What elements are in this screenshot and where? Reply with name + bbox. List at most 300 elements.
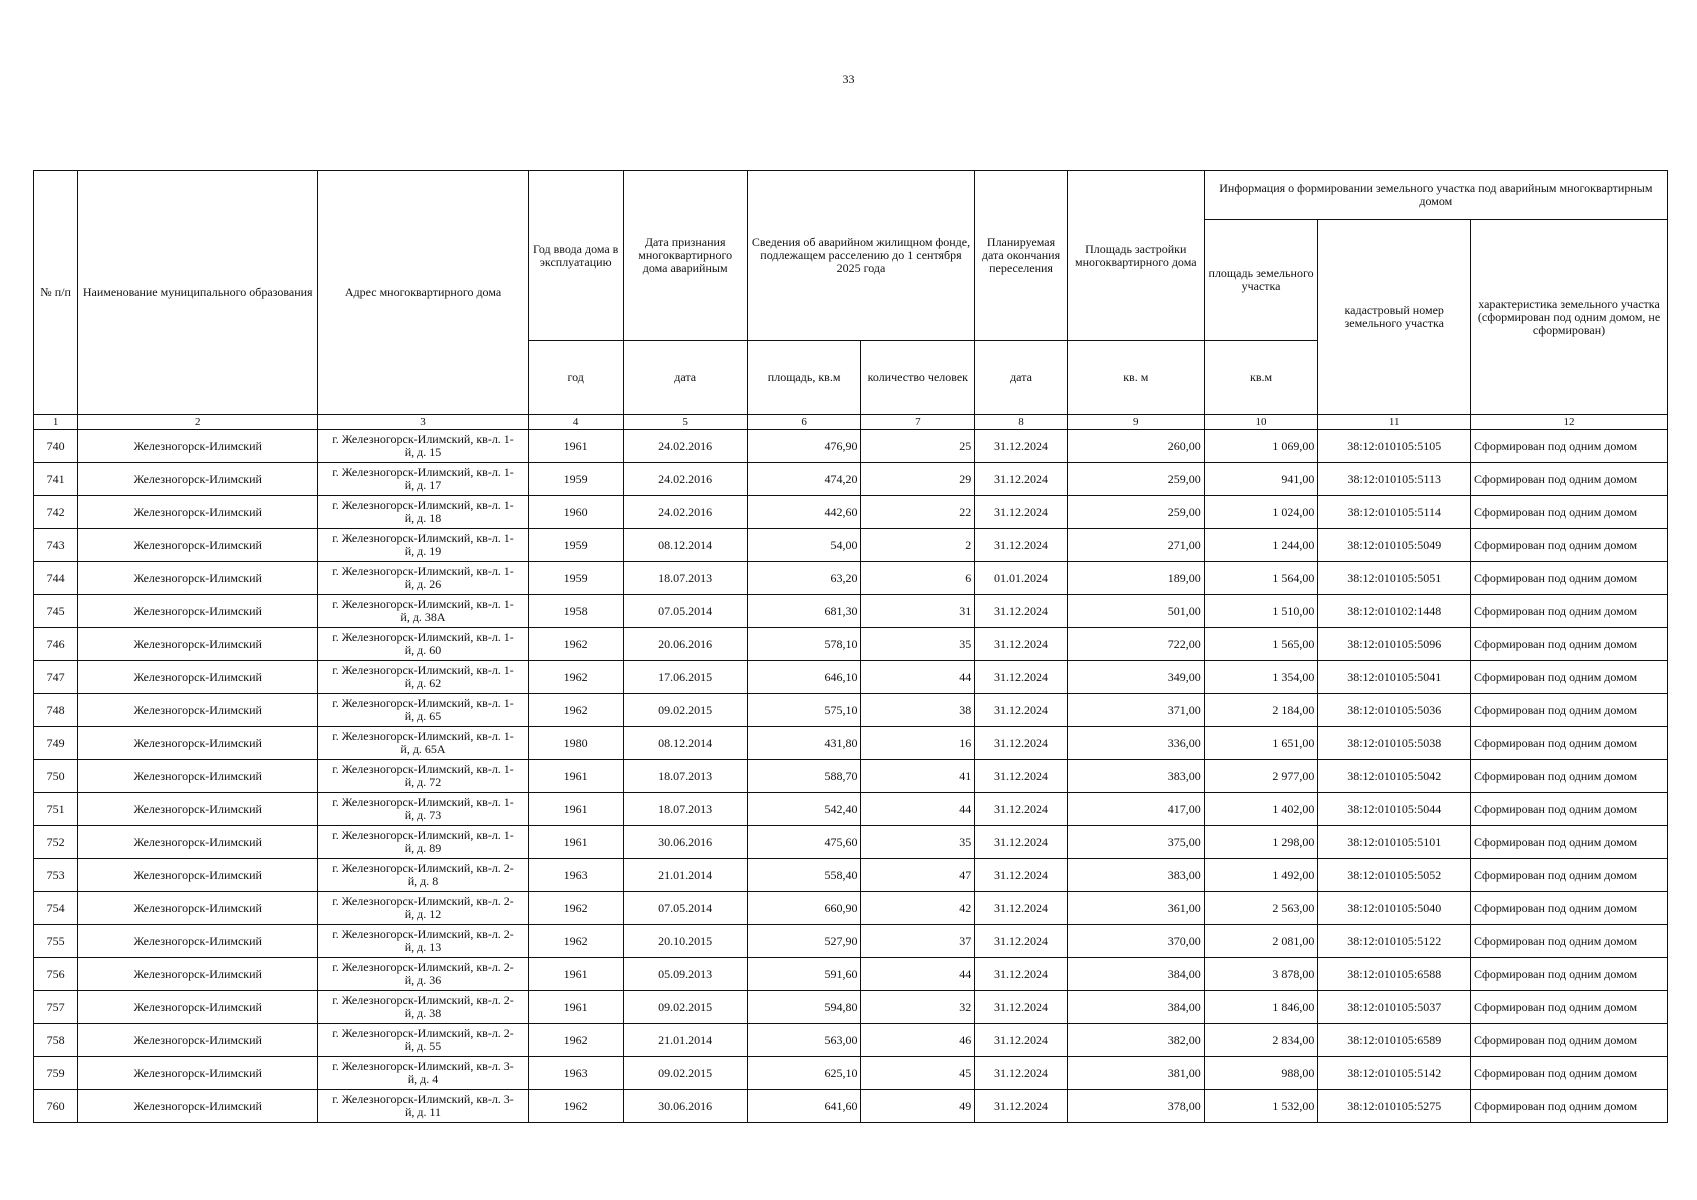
address-line-2: й, д. 36 xyxy=(404,973,442,987)
address-cell xyxy=(318,991,529,1024)
municipality-cell: Железногорск-Илимский xyxy=(78,1024,318,1057)
column-number: 9 xyxy=(1067,415,1204,430)
land-characteristic-cell: Сформирован под одним домом xyxy=(1471,529,1668,562)
year-built-cell: 1962 xyxy=(528,925,623,958)
building-area-cell: 361,00 xyxy=(1067,892,1204,925)
emergency-area-cell: 646,10 xyxy=(747,661,861,694)
cadastral-number-cell: 38:12:010105:5052 xyxy=(1318,859,1471,892)
cadastral-number-cell: 38:12:010105:5275 xyxy=(1318,1090,1471,1123)
emergency-housing-table xyxy=(33,170,1668,1123)
planned-end-date-cell: 31.12.2024 xyxy=(975,628,1068,661)
address-cell xyxy=(318,463,529,496)
land-area-cell: 1 846,00 xyxy=(1204,991,1318,1024)
building-area-cell: 349,00 xyxy=(1067,661,1204,694)
table-row xyxy=(34,661,1668,694)
column-number: 1 xyxy=(34,415,78,430)
column-number: 12 xyxy=(1471,415,1668,430)
emergency-area-cell: 63,20 xyxy=(747,562,861,595)
row-number: 741 xyxy=(34,463,78,496)
municipality-cell: Железногорск-Илимский xyxy=(78,562,318,595)
address-line-1: г. Железногорск-Илимский, кв-л. 1- xyxy=(332,465,514,479)
land-area-cell: 1 244,00 xyxy=(1204,529,1318,562)
address-line-2: й, д. 38А xyxy=(400,610,446,624)
address-line-2: й, д. 18 xyxy=(404,511,442,525)
building-area-cell: 260,00 xyxy=(1067,430,1204,463)
planned-end-date-cell: 31.12.2024 xyxy=(975,661,1068,694)
land-area-cell: 2 184,00 xyxy=(1204,694,1318,727)
header-recognized-date: Дата признания многоквартирного дома аварийным xyxy=(623,171,747,341)
address-line-2: й, д. 62 xyxy=(404,676,442,690)
header-year-built: Год ввода дома в эксплуатацию xyxy=(528,171,623,341)
emergency-area-cell: 431,80 xyxy=(747,727,861,760)
unit-area: площадь, кв.м xyxy=(747,341,861,415)
address-cell xyxy=(318,529,529,562)
row-number: 753 xyxy=(34,859,78,892)
address-line-1: г. Железногорск-Илимский, кв-л. 1- xyxy=(332,762,514,776)
address-line-2: й, д. 55 xyxy=(404,1039,442,1053)
row-number: 750 xyxy=(34,760,78,793)
address-cell xyxy=(318,1024,529,1057)
emergency-area-cell: 625,10 xyxy=(747,1057,861,1090)
planned-end-date-cell: 31.12.2024 xyxy=(975,892,1068,925)
header-planned-end: Планируемая дата окончания переселения xyxy=(975,171,1068,341)
emergency-area-cell: 542,40 xyxy=(747,793,861,826)
people-count-cell: 35 xyxy=(861,628,975,661)
people-count-cell: 29 xyxy=(861,463,975,496)
address-line-1: г. Железногорск-Илимский, кв-л. 1- xyxy=(332,432,514,446)
municipality-cell: Железногорск-Илимский xyxy=(78,595,318,628)
year-built-cell: 1960 xyxy=(528,496,623,529)
address-line-2: й, д. 38 xyxy=(404,1006,442,1020)
address-line-2: й, д. 60 xyxy=(404,643,442,657)
land-area-cell: 2 834,00 xyxy=(1204,1024,1318,1057)
year-built-cell: 1959 xyxy=(528,463,623,496)
planned-end-date-cell: 31.12.2024 xyxy=(975,793,1068,826)
row-number: 747 xyxy=(34,661,78,694)
address-cell xyxy=(318,1057,529,1090)
address-cell xyxy=(318,892,529,925)
column-number: 6 xyxy=(747,415,861,430)
recognized-date-cell: 09.02.2015 xyxy=(623,1057,747,1090)
emergency-area-cell: 54,00 xyxy=(747,529,861,562)
planned-end-date-cell: 31.12.2024 xyxy=(975,826,1068,859)
recognized-date-cell: 30.06.2016 xyxy=(623,826,747,859)
recognized-date-cell: 08.12.2014 xyxy=(623,727,747,760)
year-built-cell: 1962 xyxy=(528,1024,623,1057)
recognized-date-cell: 09.02.2015 xyxy=(623,991,747,1024)
row-number: 744 xyxy=(34,562,78,595)
cadastral-number-cell: 38:12:010105:5114 xyxy=(1318,496,1471,529)
planned-end-date-cell: 31.12.2024 xyxy=(975,859,1068,892)
row-number: 755 xyxy=(34,925,78,958)
building-area-cell: 722,00 xyxy=(1067,628,1204,661)
planned-end-date-cell: 31.12.2024 xyxy=(975,1024,1068,1057)
municipality-cell: Железногорск-Илимский xyxy=(78,430,318,463)
cadastral-number-cell: 38:12:010105:6588 xyxy=(1318,958,1471,991)
address-line-2: й, д. 4 xyxy=(407,1072,439,1086)
people-count-cell: 47 xyxy=(861,859,975,892)
emergency-area-cell: 578,10 xyxy=(747,628,861,661)
planned-end-date-cell: 31.12.2024 xyxy=(975,991,1068,1024)
column-number: 11 xyxy=(1318,415,1471,430)
table-row xyxy=(34,991,1668,1024)
row-number: 757 xyxy=(34,991,78,1024)
address-cell xyxy=(318,628,529,661)
land-area-cell: 2 081,00 xyxy=(1204,925,1318,958)
planned-end-date-cell: 31.12.2024 xyxy=(975,430,1068,463)
column-number: 2 xyxy=(78,415,318,430)
people-count-cell: 25 xyxy=(861,430,975,463)
building-area-cell: 189,00 xyxy=(1067,562,1204,595)
land-characteristic-cell: Сформирован под одним домом xyxy=(1471,1057,1668,1090)
row-number: 742 xyxy=(34,496,78,529)
address-line-1: г. Железногорск-Илимский, кв-л. 2- xyxy=(332,927,514,941)
year-built-cell: 1961 xyxy=(528,958,623,991)
people-count-cell: 46 xyxy=(861,1024,975,1057)
address-cell xyxy=(318,826,529,859)
address-line-2: й, д. 26 xyxy=(404,577,442,591)
people-count-cell: 35 xyxy=(861,826,975,859)
address-line-1: г. Железногорск-Илимский, кв-л. 2- xyxy=(332,861,514,875)
address-cell xyxy=(318,595,529,628)
land-characteristic-cell: Сформирован под одним домом xyxy=(1471,793,1668,826)
cadastral-number-cell: 38:12:010105:5042 xyxy=(1318,760,1471,793)
table-row xyxy=(34,628,1668,661)
column-number: 10 xyxy=(1204,415,1318,430)
people-count-cell: 6 xyxy=(861,562,975,595)
people-count-cell: 45 xyxy=(861,1057,975,1090)
unit-year: год xyxy=(528,341,623,415)
year-built-cell: 1961 xyxy=(528,793,623,826)
emergency-area-cell: 591,60 xyxy=(747,958,861,991)
year-built-cell: 1961 xyxy=(528,991,623,1024)
people-count-cell: 44 xyxy=(861,661,975,694)
cadastral-number-cell: 38:12:010105:5041 xyxy=(1318,661,1471,694)
land-characteristic-cell: Сформирован под одним домом xyxy=(1471,595,1668,628)
row-number: 754 xyxy=(34,892,78,925)
municipality-cell: Железногорск-Илимский xyxy=(78,925,318,958)
planned-end-date-cell: 31.12.2024 xyxy=(975,727,1068,760)
address-line-2: й, д. 17 xyxy=(404,478,442,492)
building-area-cell: 259,00 xyxy=(1067,496,1204,529)
building-area-cell: 259,00 xyxy=(1067,463,1204,496)
cadastral-number-cell: 38:12:010105:5038 xyxy=(1318,727,1471,760)
recognized-date-cell: 21.01.2014 xyxy=(623,1024,747,1057)
address-line-1: г. Железногорск-Илимский, кв-л. 1- xyxy=(332,795,514,809)
address-line-1: г. Железногорск-Илимский, кв-л. 1- xyxy=(332,531,514,545)
land-area-cell: 1 651,00 xyxy=(1204,727,1318,760)
address-line-2: й, д. 65 xyxy=(404,709,442,723)
cadastral-number-cell: 38:12:010105:5037 xyxy=(1318,991,1471,1024)
column-number: 7 xyxy=(861,415,975,430)
recognized-date-cell: 24.02.2016 xyxy=(623,496,747,529)
land-characteristic-cell: Сформирован под одним домом xyxy=(1471,1024,1668,1057)
building-area-cell: 271,00 xyxy=(1067,529,1204,562)
unit-land-area: кв.м xyxy=(1204,341,1318,415)
municipality-cell: Железногорск-Илимский xyxy=(78,694,318,727)
recognized-date-cell: 18.07.2013 xyxy=(623,562,747,595)
land-characteristic-cell: Сформирован под одним домом xyxy=(1471,496,1668,529)
land-characteristic-cell: Сформирован под одним домом xyxy=(1471,463,1668,496)
emergency-area-cell: 681,30 xyxy=(747,595,861,628)
address-line-2: й, д. 73 xyxy=(404,808,442,822)
address-line-1: г. Железногорск-Илимский, кв-л. 1- xyxy=(332,828,514,842)
table-row xyxy=(34,694,1668,727)
municipality-cell: Железногорск-Илимский xyxy=(78,991,318,1024)
address-cell xyxy=(318,859,529,892)
people-count-cell: 16 xyxy=(861,727,975,760)
year-built-cell: 1959 xyxy=(528,562,623,595)
people-count-cell: 44 xyxy=(861,958,975,991)
cadastral-number-cell: 38:12:010105:5051 xyxy=(1318,562,1471,595)
row-number: 752 xyxy=(34,826,78,859)
building-area-cell: 382,00 xyxy=(1067,1024,1204,1057)
table-row xyxy=(34,859,1668,892)
table-row xyxy=(34,529,1668,562)
row-number: 760 xyxy=(34,1090,78,1123)
cadastral-number-cell: 38:12:010105:5105 xyxy=(1318,430,1471,463)
address-cell xyxy=(318,925,529,958)
row-number: 758 xyxy=(34,1024,78,1057)
table-row xyxy=(34,760,1668,793)
table-row xyxy=(34,430,1668,463)
address-line-1: г. Железногорск-Илимский, кв-л. 2- xyxy=(332,894,514,908)
emergency-area-cell: 563,00 xyxy=(747,1024,861,1057)
land-area-cell: 1 564,00 xyxy=(1204,562,1318,595)
column-number: 3 xyxy=(318,415,529,430)
recognized-date-cell: 30.06.2016 xyxy=(623,1090,747,1123)
planned-end-date-cell: 31.12.2024 xyxy=(975,595,1068,628)
header-address: Адрес многоквартирного дома xyxy=(318,171,529,415)
year-built-cell: 1962 xyxy=(528,1090,623,1123)
emergency-area-cell: 476,90 xyxy=(747,430,861,463)
unit-plan-date: дата xyxy=(975,341,1068,415)
land-area-cell: 1 024,00 xyxy=(1204,496,1318,529)
address-line-1: г. Железногорск-Илимский, кв-л. 2- xyxy=(332,960,514,974)
land-area-cell: 2 563,00 xyxy=(1204,892,1318,925)
land-area-cell: 1 298,00 xyxy=(1204,826,1318,859)
recognized-date-cell: 18.07.2013 xyxy=(623,760,747,793)
people-count-cell: 44 xyxy=(861,793,975,826)
address-line-1: г. Железногорск-Илимский, кв-л. 3- xyxy=(332,1059,514,1073)
header-land-characteristic: характеристика земельного участка (сформирован под одним домом, не сформирован) xyxy=(1471,220,1668,415)
planned-end-date-cell: 31.12.2024 xyxy=(975,1057,1068,1090)
emergency-area-cell: 442,60 xyxy=(747,496,861,529)
people-count-cell: 22 xyxy=(861,496,975,529)
municipality-cell: Железногорск-Илимский xyxy=(78,1090,318,1123)
cadastral-number-cell: 38:12:010105:5113 xyxy=(1318,463,1471,496)
land-area-cell: 1 354,00 xyxy=(1204,661,1318,694)
address-cell xyxy=(318,760,529,793)
address-cell xyxy=(318,661,529,694)
municipality-cell: Железногорск-Илимский xyxy=(78,727,318,760)
people-count-cell: 41 xyxy=(861,760,975,793)
table-row xyxy=(34,1090,1668,1123)
column-number-row xyxy=(34,415,1668,430)
people-count-cell: 38 xyxy=(861,694,975,727)
municipality-cell: Железногорск-Илимский xyxy=(78,859,318,892)
land-characteristic-cell: Сформирован под одним домом xyxy=(1471,991,1668,1024)
planned-end-date-cell: 31.12.2024 xyxy=(975,760,1068,793)
address-cell xyxy=(318,496,529,529)
planned-end-date-cell: 31.12.2024 xyxy=(975,694,1068,727)
table-row xyxy=(34,958,1668,991)
address-line-2: й, д. 13 xyxy=(404,940,442,954)
row-number: 743 xyxy=(34,529,78,562)
emergency-area-cell: 575,10 xyxy=(747,694,861,727)
column-number: 8 xyxy=(975,415,1068,430)
row-number: 740 xyxy=(34,430,78,463)
address-line-1: г. Железногорск-Илимский, кв-л. 1- xyxy=(332,696,514,710)
cadastral-number-cell: 38:12:010105:5036 xyxy=(1318,694,1471,727)
municipality-cell: Железногорск-Илимский xyxy=(78,496,318,529)
address-line-1: г. Железногорск-Илимский, кв-л. 1- xyxy=(332,729,514,743)
table-row xyxy=(34,1024,1668,1057)
land-characteristic-cell: Сформирован под одним домом xyxy=(1471,1090,1668,1123)
recognized-date-cell: 17.06.2015 xyxy=(623,661,747,694)
emergency-area-cell: 474,20 xyxy=(747,463,861,496)
recognized-date-cell: 09.02.2015 xyxy=(623,694,747,727)
emergency-area-cell: 641,60 xyxy=(747,1090,861,1123)
planned-end-date-cell: 01.01.2024 xyxy=(975,562,1068,595)
column-number: 5 xyxy=(623,415,747,430)
year-built-cell: 1961 xyxy=(528,826,623,859)
address-line-2: й, д. 19 xyxy=(404,544,442,558)
cadastral-number-cell: 38:12:010105:5040 xyxy=(1318,892,1471,925)
municipality-cell: Железногорск-Илимский xyxy=(78,793,318,826)
table-row xyxy=(34,562,1668,595)
header-land-area: площадь земельного участка xyxy=(1204,220,1318,341)
building-area-cell: 383,00 xyxy=(1067,859,1204,892)
land-area-cell: 1 069,00 xyxy=(1204,430,1318,463)
header-municipality: Наименование муниципального образования xyxy=(78,171,318,415)
people-count-cell: 2 xyxy=(861,529,975,562)
table-row xyxy=(34,463,1668,496)
municipality-cell: Железногорск-Илимский xyxy=(78,892,318,925)
year-built-cell: 1959 xyxy=(528,529,623,562)
building-area-cell: 383,00 xyxy=(1067,760,1204,793)
address-line-2: й, д. 89 xyxy=(404,841,442,855)
land-characteristic-cell: Сформирован под одним домом xyxy=(1471,661,1668,694)
land-area-cell: 988,00 xyxy=(1204,1057,1318,1090)
land-characteristic-cell: Сформирован под одним домом xyxy=(1471,628,1668,661)
address-line-1: г. Железногорск-Илимский, кв-л. 1- xyxy=(332,597,514,611)
year-built-cell: 1962 xyxy=(528,628,623,661)
table-row xyxy=(34,595,1668,628)
header-cadastral: кадастровый номер земельного участка xyxy=(1318,220,1471,415)
table-row xyxy=(34,496,1668,529)
municipality-cell: Железногорск-Илимский xyxy=(78,529,318,562)
recognized-date-cell: 24.02.2016 xyxy=(623,430,747,463)
recognized-date-cell: 18.07.2013 xyxy=(623,793,747,826)
row-number: 751 xyxy=(34,793,78,826)
municipality-cell: Железногорск-Илимский xyxy=(78,628,318,661)
table-body xyxy=(34,430,1668,1123)
people-count-cell: 37 xyxy=(861,925,975,958)
building-area-cell: 384,00 xyxy=(1067,991,1204,1024)
address-line-2: й, д. 8 xyxy=(407,874,439,888)
address-line-2: й, д. 11 xyxy=(404,1105,442,1119)
land-characteristic-cell: Сформирован под одним домом xyxy=(1471,958,1668,991)
municipality-cell: Железногорск-Илимский xyxy=(78,1057,318,1090)
year-built-cell: 1961 xyxy=(528,430,623,463)
table-row xyxy=(34,925,1668,958)
header-num: № п/п xyxy=(34,171,78,415)
address-cell xyxy=(318,793,529,826)
header-land-info: Информация о формировании земельного участка под аварийным многоквартирным домом xyxy=(1204,171,1667,220)
municipality-cell: Железногорск-Илимский xyxy=(78,760,318,793)
address-cell xyxy=(318,958,529,991)
emergency-area-cell: 527,90 xyxy=(747,925,861,958)
land-characteristic-cell: Сформирован под одним домом xyxy=(1471,925,1668,958)
cadastral-number-cell: 38:12:010105:5101 xyxy=(1318,826,1471,859)
building-area-cell: 381,00 xyxy=(1067,1057,1204,1090)
people-count-cell: 49 xyxy=(861,1090,975,1123)
planned-end-date-cell: 31.12.2024 xyxy=(975,496,1068,529)
address-line-1: г. Железногорск-Илимский, кв-л. 1- xyxy=(332,663,514,677)
unit-date: дата xyxy=(623,341,747,415)
people-count-cell: 31 xyxy=(861,595,975,628)
cadastral-number-cell: 38:12:010105:6589 xyxy=(1318,1024,1471,1057)
planned-end-date-cell: 31.12.2024 xyxy=(975,1090,1068,1123)
land-characteristic-cell: Сформирован под одним домом xyxy=(1471,727,1668,760)
cadastral-number-cell: 38:12:010105:5122 xyxy=(1318,925,1471,958)
building-area-cell: 501,00 xyxy=(1067,595,1204,628)
table-row xyxy=(34,892,1668,925)
address-cell xyxy=(318,694,529,727)
land-area-cell: 3 878,00 xyxy=(1204,958,1318,991)
row-number: 748 xyxy=(34,694,78,727)
land-characteristic-cell: Сформирован под одним домом xyxy=(1471,859,1668,892)
recognized-date-cell: 20.06.2016 xyxy=(623,628,747,661)
building-area-cell: 384,00 xyxy=(1067,958,1204,991)
year-built-cell: 1962 xyxy=(528,661,623,694)
land-area-cell: 941,00 xyxy=(1204,463,1318,496)
planned-end-date-cell: 31.12.2024 xyxy=(975,925,1068,958)
address-cell xyxy=(318,727,529,760)
planned-end-date-cell: 31.12.2024 xyxy=(975,463,1068,496)
year-built-cell: 1958 xyxy=(528,595,623,628)
year-built-cell: 1962 xyxy=(528,694,623,727)
year-built-cell: 1963 xyxy=(528,1057,623,1090)
municipality-cell: Железногорск-Илимский xyxy=(78,463,318,496)
land-area-cell: 1 492,00 xyxy=(1204,859,1318,892)
people-count-cell: 32 xyxy=(861,991,975,1024)
address-line-2: й, д. 15 xyxy=(404,445,442,459)
cadastral-number-cell: 38:12:010105:5044 xyxy=(1318,793,1471,826)
cadastral-number-cell: 38:12:010102:1448 xyxy=(1318,595,1471,628)
land-characteristic-cell: Сформирован под одним домом xyxy=(1471,562,1668,595)
column-number: 4 xyxy=(528,415,623,430)
emergency-area-cell: 558,40 xyxy=(747,859,861,892)
recognized-date-cell: 20.10.2015 xyxy=(623,925,747,958)
recognized-date-cell: 21.01.2014 xyxy=(623,859,747,892)
recognized-date-cell: 07.05.2014 xyxy=(623,892,747,925)
emergency-area-cell: 475,60 xyxy=(747,826,861,859)
address-line-1: г. Железногорск-Илимский, кв-л. 2- xyxy=(332,993,514,1007)
address-line-1: г. Железногорск-Илимский, кв-л. 1- xyxy=(332,630,514,644)
emergency-area-cell: 594,80 xyxy=(747,991,861,1024)
land-area-cell: 1 565,00 xyxy=(1204,628,1318,661)
address-line-1: г. Железногорск-Илимский, кв-л. 2- xyxy=(332,1026,514,1040)
land-area-cell: 2 977,00 xyxy=(1204,760,1318,793)
people-count-cell: 42 xyxy=(861,892,975,925)
address-cell xyxy=(318,1090,529,1123)
recognized-date-cell: 07.05.2014 xyxy=(623,595,747,628)
table-row xyxy=(34,727,1668,760)
header-building-area: Площадь застройки многоквартирного дома xyxy=(1067,171,1204,341)
cadastral-number-cell: 38:12:010105:5142 xyxy=(1318,1057,1471,1090)
